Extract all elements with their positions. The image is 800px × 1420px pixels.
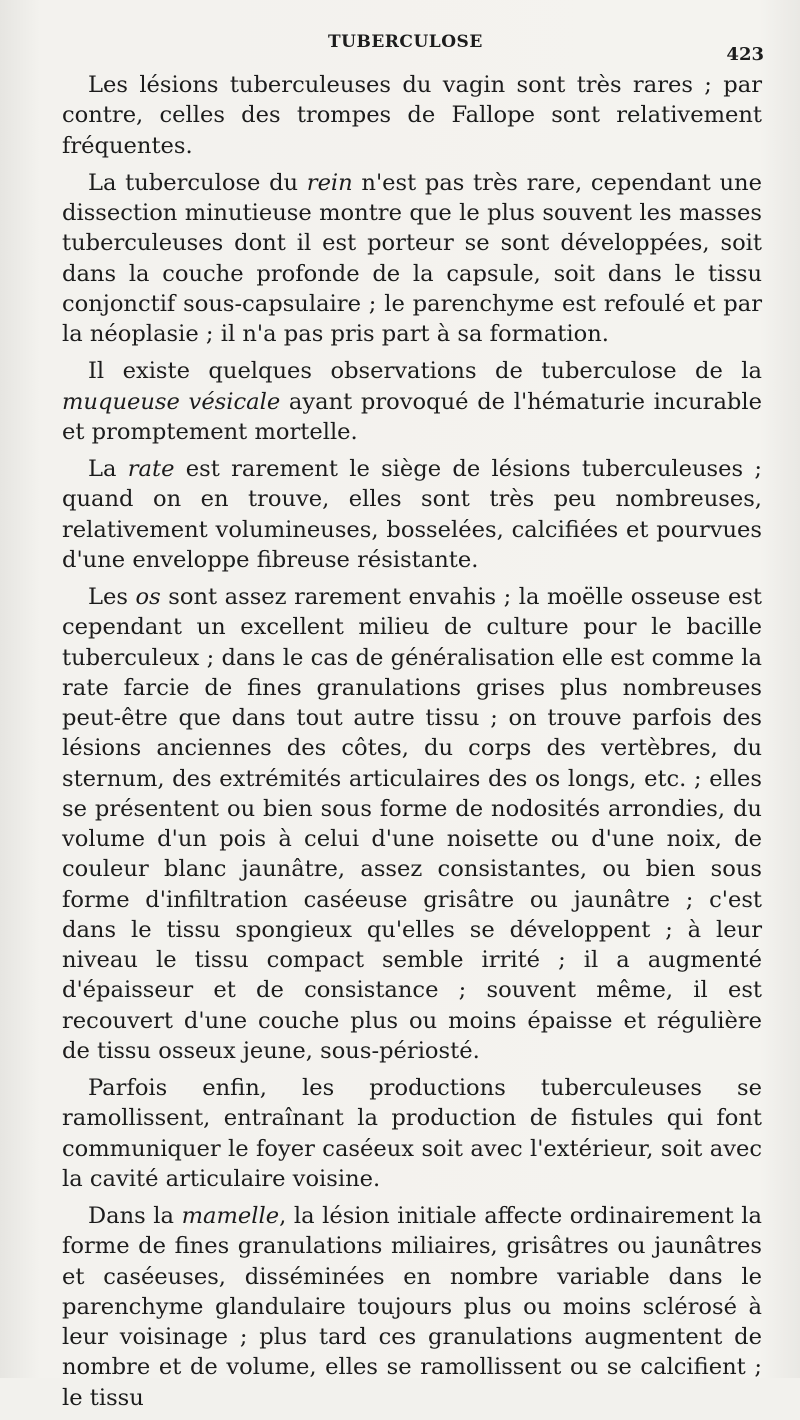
- paragraph: [62, 582, 762, 1066]
- text-run: Il existe quelques observations de tuberculose de la: [88, 358, 762, 385]
- paragraph: [62, 70, 762, 161]
- text-run: Parfois enfin, les productions tuberculeuses se ramollissent, entraînant la production de fistules qui font communiquer le foyer caséeux soit avec l'extérieur, soit avec la cavité articulaire voisine.: [62, 1075, 762, 1192]
- text-run: ayant provoqué de l'hématurie incurable et promptement mortelle.: [62, 388, 762, 445]
- italic-term: mamelle: [181, 1203, 280, 1229]
- text-run: Dans la: [88, 1203, 182, 1229]
- text-run: n'est pas très rare, cependant une dissection minutieuse montre que le plus souvent les masses tuberculeuses dont il est porteur se sont développées, soit dans la couche profonde de la capsule, soit dans le tissu conjonctif sous-capsulaire ; le parenchyme est refoulé et par la néoplasie ; il n'a pas pris part à sa formation.: [62, 169, 762, 347]
- text-run: La: [88, 456, 128, 482]
- text-run: , la lésion initiale affecte ordinairement la forme de fines granulations miliaires, grisâtres ou jaunâtres et caséeuses, disséminées en nombre variable dans le parenchyme glandulaire toujours plus ou moins sclérosé à leur voisinage ; plus tard ces granulations augmentent de nombre et de volume, elles se ramollissent ou se calcifient ; le tissu: [62, 1203, 762, 1411]
- text-run: La tuberculose du: [88, 169, 307, 196]
- running-head: [0, 32, 800, 65]
- paragraph: [62, 1201, 762, 1413]
- paragraph: [62, 356, 762, 447]
- italic-term: muqueuse vésicale: [62, 388, 281, 415]
- italic-term: os: [135, 584, 161, 610]
- text-run: Les: [88, 584, 136, 610]
- text-run: est rarement le siège de lésions tuberculeuses ; quand on en trouve, elles sont très peu nombreuses, relativement volumineuses, bosselées, calcifiées et pourvues d'une enveloppe fibreuse résistante.: [62, 456, 762, 573]
- body-text: [62, 70, 762, 1420]
- text-run: sont assez rarement envahis ; la moëlle osseuse est cependant un excellent milieu de culture pour le bacille tuberculeux ; dans le cas de généralisation elle est comme la rate farcie de fines granulations grises plus nombreuses peut-être que dans tout autre tissu ; on trouve parfois des lésions anciennes des côtes, du corps des vertèbres, du sternum, des extrémités articulaires des os longs, etc. ; elles se présentent ou bien sous forme de nodosités arrondies, du volume d'un pois à celui d'une noisette ou d'une noix, de couleur blanc jaunâtre, assez consistantes, ou bien sous forme d'infiltration caséeuse grisâtre ou jaunâtre ; c'est dans le tissu spongieux qu'elles se développent ; à leur niveau le tissu compact semble irrité ; il a augmenté d'épaisseur et de consistance ; souvent même, il est recouvert d'une couche plus ou moins épaisse et régulière de tissu osseux jeune, sous-périosté.: [62, 584, 762, 1064]
- running-title: TUBERCULOSE: [328, 32, 483, 52]
- paragraph: [62, 1073, 762, 1194]
- italic-term: rate: [127, 456, 175, 482]
- page-number: 423: [726, 44, 764, 65]
- text-run: Les lésions tuberculeuses du vagin sont très rares ; par contre, celles des trompes de Fallope sont relativement fréquentes.: [62, 72, 762, 159]
- paragraph: [62, 168, 762, 350]
- paragraph: [62, 454, 762, 575]
- italic-term: rein: [306, 169, 353, 196]
